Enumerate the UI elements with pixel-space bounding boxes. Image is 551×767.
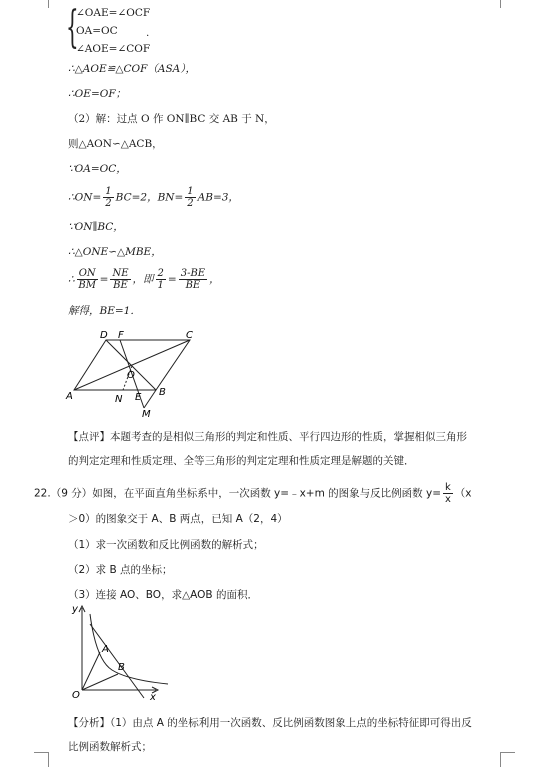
crop-mark-top-right (500, 0, 515, 8)
fraction-numerator: k (445, 482, 451, 493)
fraction-numerator: NE (112, 268, 129, 279)
label-b: B (159, 387, 166, 398)
label-x-axis: x (150, 692, 156, 702)
fraction-denominator: 2 (105, 198, 112, 209)
fraction-on-bm (77, 268, 98, 291)
analysis-line-1: 【分析】（1）由点 A 的坐标利用一次函数、反比例函数图象上点的坐标特征即可得出反 (68, 717, 472, 729)
left-brace: { (66, 2, 79, 53)
proof-line-similar-one: ∴△ONE∽△MBE， (68, 246, 162, 258)
question-22-text: 22.（9 分）如图，在平面直角坐标系中，一次函数 y=﹣x+m 的图象与反比例函数 y= (34, 487, 441, 500)
brace-dot: . (146, 27, 150, 39)
label-y-axis: y (72, 604, 78, 615)
fraction-ne-be (110, 268, 130, 291)
proof-line-ratio (68, 268, 220, 291)
crop-mark-bottom-right (500, 752, 515, 767)
fraction-3-minus-be (179, 268, 207, 291)
segment-ao (82, 652, 100, 690)
proof-line-oe-of: ∴OE=OF； (68, 88, 127, 100)
fraction-numerator: 3-BE (180, 268, 206, 279)
text-equals: = (99, 273, 109, 286)
label-point-a: A (102, 644, 109, 655)
sub-question-1: （1）求一次函数和反比例函数的解析式； (68, 539, 264, 551)
text-ab: AB=3， (197, 191, 239, 204)
fraction-numerator: ON (78, 268, 96, 279)
fraction-k-over-x (443, 482, 453, 505)
segment-bo (82, 674, 118, 690)
diagonal-bd (106, 340, 156, 390)
fraction-denominator: BE (185, 280, 201, 291)
fraction-two-one (156, 268, 166, 291)
fraction-numerator: 1 (105, 186, 112, 197)
label-point-b: B (118, 662, 125, 673)
label-origin: O (72, 690, 80, 701)
text-equals-2: = (167, 273, 177, 286)
text-bc-bn: BC=2，BN= (115, 191, 184, 204)
question-22-text-tail: （x (454, 487, 472, 500)
label-d: D (100, 330, 108, 341)
proof-line-result: 解得，BE=1． (68, 305, 141, 317)
proof-line-congruent: ∴△AOE≌△COF（ASA）， (68, 63, 197, 75)
proof-line-oa-oc: ∵OA=OC， (68, 163, 127, 175)
condition-angle-oae: ∠OAE=∠OCF (76, 7, 151, 19)
fraction-denominator: x (444, 494, 451, 505)
comment-line-1: 【点评】本题考查的是相似三角形的判定和性质、平行四边形的性质，掌握相似三角形 (68, 431, 467, 443)
fraction-numerator: 2 (157, 268, 164, 279)
parallelogram-figure (60, 326, 210, 418)
fraction-half-2 (185, 186, 195, 209)
label-m: M (142, 409, 151, 418)
congruence-conditions (66, 4, 186, 58)
proof-line-part2: （2）解：过点 O 作 ON∥BC 交 AB 于 N， (68, 113, 275, 125)
proof-line-on-parallel-bc: ∵ON∥BC， (68, 221, 124, 233)
condition-angle-aoe: ∠AOE=∠COF (76, 43, 151, 55)
segment-bm (144, 390, 156, 408)
linear-function-line (90, 624, 144, 698)
text-comma: ， (209, 273, 220, 286)
label-f: F (118, 330, 124, 341)
sub-question-3: （3）连接 AO、BO，求△AOB 的面积． (68, 589, 258, 601)
fraction-numerator: 1 (187, 186, 194, 197)
text-therefore: ∴ (68, 273, 75, 286)
label-c: C (186, 330, 193, 341)
coordinate-figure (64, 602, 174, 702)
text-on-eq: ∴ON= (68, 191, 102, 204)
question-22-line-2: ＞0）的图象交于 A、B 两点，已知 A（2，4） (68, 513, 288, 525)
sub-question-2: （2）求 B 点的坐标； (68, 564, 173, 576)
label-a: A (66, 391, 73, 402)
proof-line-on-bn (68, 186, 239, 209)
label-o: O (127, 370, 135, 381)
proof-line-similar-aon: 则△AON∽△ACB， (68, 138, 163, 150)
fraction-half-1 (103, 186, 113, 209)
crop-mark-bottom-left (34, 752, 49, 767)
crop-mark-top-left (34, 0, 49, 8)
fraction-denominator: BM (78, 280, 96, 291)
condition-oa-oc: OA=OC (76, 25, 118, 37)
label-e: E (135, 392, 142, 403)
label-n: N (115, 394, 123, 405)
text-namely: ，即 (132, 273, 154, 286)
comment-line-2: 的判定定理和性质定理、全等三角形的判定定理和性质定理是解题的关键． (68, 455, 415, 467)
fraction-denominator: BE (113, 280, 128, 291)
question-22-line-1 (34, 482, 472, 505)
fraction-denominator: 2 (187, 198, 194, 209)
fraction-denominator: 1 (157, 280, 164, 291)
analysis-line-2: 比例函数解析式； (68, 741, 152, 753)
